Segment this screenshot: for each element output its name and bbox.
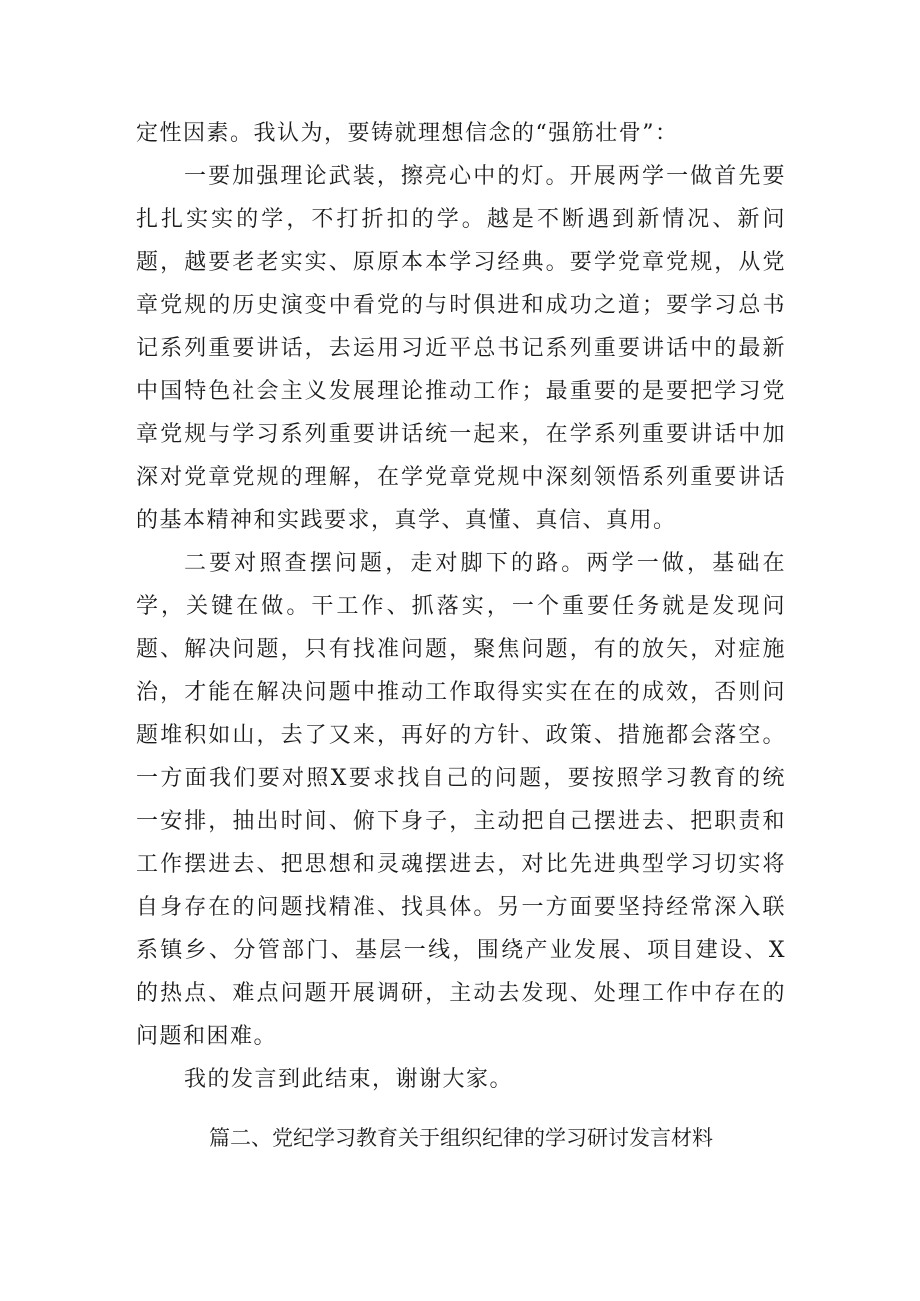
document-body: [136, 112, 786, 1101]
section-heading: 篇二、党纪学习教育关于组织纪律的学习研讨发言材料: [209, 1126, 713, 1150]
paragraph-continuation: 定性因素。我认为，要铸就理想信念的“强筋壮骨”：: [136, 121, 679, 146]
paragraph-theory-study: 一要加强理论武装，擦亮心中的灯。开展两学一做首先要扎扎实实的学，不打折扣的学。越是不断遇到新情况、新问题，越要老老实实、原原本本学习经典。要学党章党规，从党章党规的历史演变中看党的与时俱进和成功之道；要学习总书记系列重要讲话，去运用习近平总书记系列重要讲话中的最新中国特色社会主义发展理论推动工作；最重要的是要把学习党章党规与学习系列重要讲话统一起来，在学系列重要讲话中加深对党章党规的理解，在学党章党规中深刻领悟系列重要讲话的基本精神和实践要求，真学、真懂、真信、真用。: [136, 164, 786, 533]
paragraph-problem-check: 二要对照查摆问题，走对脚下的路。两学一做，基础在学，关键在做。干工作、抓落实，一个重要任务就是发现问题、解决问题，只有找准问题，聚焦问题，有的放矢，对症施治，才能在解决问题中推动工作取得实实在在的成效，否则问题堆积如山，去了又来，再好的方针、政策、措施都会落空。一方面我们要对照X要求找自己的问题，要按照学习教育的统一安排，抽出时间、俯下身子，主动把自己摆进去、把职责和工作摆进去、把思想和灵魂摆进去，对比先进典型学习切实将自身存在的问题找精准、找具体。另一方面要坚持经常深入联系镇乡、分管部门、基层一线，围绕产业发展、项目建设、X的热点、难点问题开展调研，主动去发现、处理工作中存在的问题和困难。: [136, 551, 786, 1049]
paragraph-closing: 我的发言到此结束，谢谢大家。: [184, 1067, 514, 1092]
